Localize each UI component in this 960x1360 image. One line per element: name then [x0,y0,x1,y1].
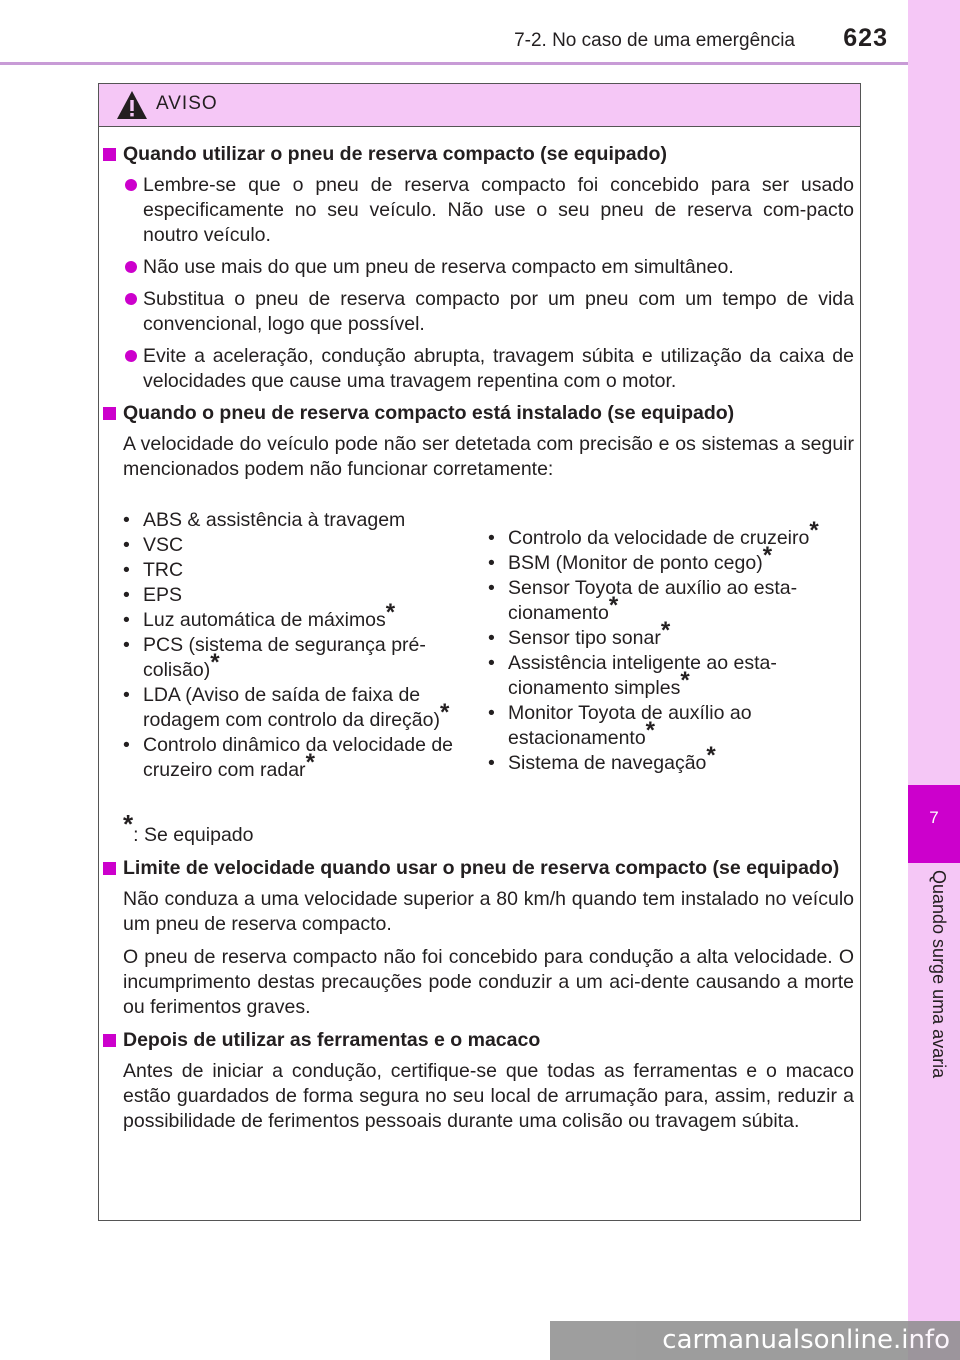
paragraph: Antes de iniciar a condução, certifique-se que todas as ferramentas e o macaco estão guardados de forma segura no seu local de arrumação para, assim, reduzir a possibilidade de ferimentos pessoais durante uma colisão ou travagem súbita. [123,1060,854,1132]
list-item: • Sensor tipo sonar* [488,626,854,651]
list-item: • Controlo dinâmico da velocidade de cruzeiro com radar* [123,733,488,783]
list-item: • Sistema de navegação* [488,751,854,776]
section-heading: 7-2. No caso de uma emergência [514,30,795,51]
list-item [101,173,854,248]
list-item: • PCS (sistema de segurança pré-colisão)* [123,633,488,683]
paragraph: Não conduza a uma velocidade superior a 80 km/h quando tem instalado no veículo um pneu de reserva compacto. [123,888,854,935]
side-tab-upper [908,0,960,785]
list-item: • ABS & assistência à travagem [123,508,488,533]
list-item: • TRC [123,558,488,583]
list-item: • Sensor Toyota de auxílio ao esta-cionamento* [488,576,854,626]
warning-triangle-icon [115,89,149,121]
section-title: Depois de utilizar as ferramentas e o macaco [101,1028,854,1053]
section-title: Quando o pneu de reserva compacto está instalado (se equipado) [101,401,854,426]
warning-header [99,84,860,127]
warning-title: AVISO [156,93,218,114]
list-item: • VSC [123,533,488,558]
list-item: • Controlo da velocidade de cruzeiro* [488,526,854,551]
list-item: • BSM (Monitor de ponto cego)* [488,551,854,576]
section-intro: A velocidade do veículo pode não ser detetada com precisão e os sistemas a seguir mencionados podem não funcionar corretamente: [123,433,854,480]
bullet-text: Não use mais do que um pneu de reserva compacto em simultâneo. [143,256,734,278]
list-item: • EPS [123,583,488,608]
bullet-dot-icon [125,179,137,191]
section-title: Quando utilizar o pneu de reserva compacto (se equipado) [101,142,854,167]
bullet-dot-icon [125,261,137,273]
footnote-star: * [123,809,134,839]
list-item: • LDA (Aviso de saída de faixa de rodagem com controlo da direção)* [123,683,488,733]
systems-list [101,508,854,783]
list-item: • Luz automática de máximos* [123,608,488,633]
bullet-text: Evite a aceleração, condução abrupta, travagem súbita e utilização da caixa de velocidades que cause uma travagem repentina com o motor. [143,345,854,392]
paragraph: O pneu de reserva compacto não foi concebido para condução a alta velocidade. O incumprimento destas precauções pode conduzir a um aci-dente causando a morte ou ferimentos graves. [123,946,854,1018]
warning-content [101,142,854,1142]
chapter-number-tab[interactable]: 7 [908,785,960,863]
list-item [101,344,854,394]
watermark: carmanualsonline.info [550,1321,960,1360]
bullet-text: Substitua o pneu de reserva compacto por um pneu com um tempo de vida convencional, logo que possível. [143,288,854,335]
list-item [101,255,854,280]
systems-list-left [123,508,488,783]
systems-list-right [488,508,854,783]
footnote-text: : Se equipado [133,824,254,846]
footnote [101,809,854,848]
section-title: Limite de velocidade quando usar o pneu de reserva compacto (se equipado) [101,856,854,881]
page-number: 623 [843,24,888,52]
bullet-dot-icon [125,293,137,305]
header-rule [0,62,908,65]
list-item [101,287,854,337]
bullet-text: Lembre-se que o pneu de reserva compacto foi concebido para ser usado especificamente no seu veículo. Não use o seu pneu de reserva com-pacto noutro veículo. [143,174,854,246]
chapter-title: Quando surge uma avaria [929,870,949,1079]
bullet-dot-icon [125,350,137,362]
list-item: • Assistência inteligente ao esta-cionamento simples* [488,651,854,701]
list-item: • Monitor Toyota de auxílio ao estacionamento* [488,701,854,751]
